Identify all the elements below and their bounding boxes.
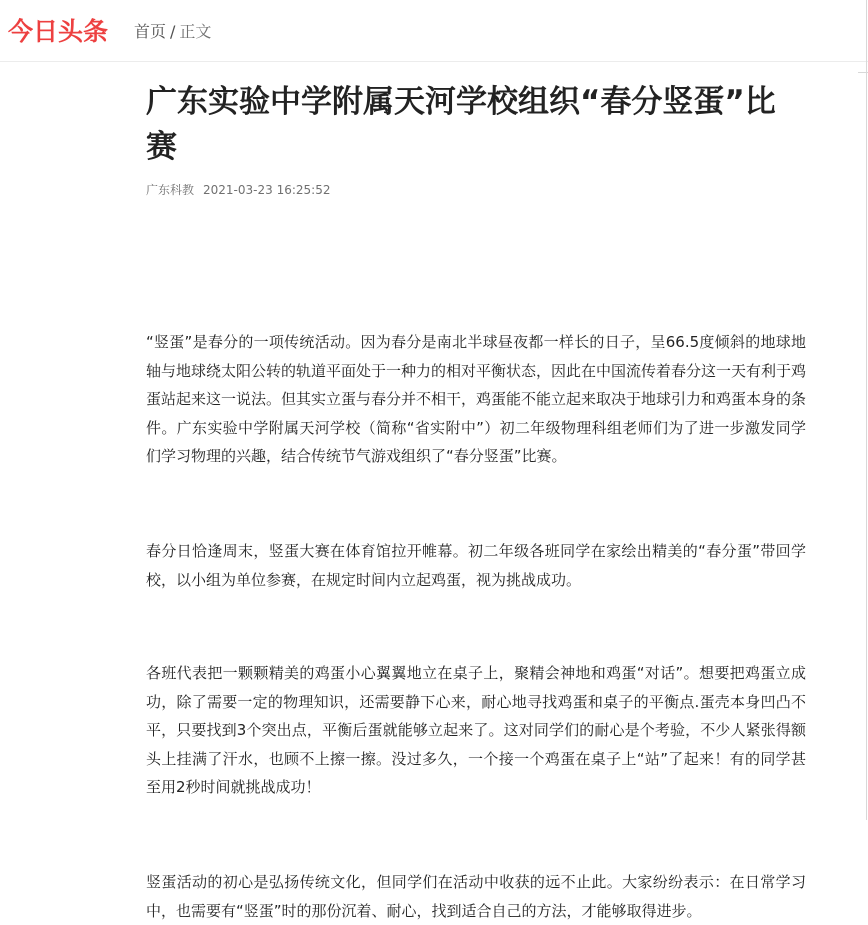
article-paragraph-2: 春分日恰逢周末，竖蛋大赛在体育馆拉开帷幕。初二年级各班同学在家绘出精美的“春分蛋”带回学校，以小组为单位参赛，在规定时间内立起鸡蛋，视为挑战成功。 <box>146 542 806 589</box>
article-paragraph-4: 竖蛋活动的初心是弘扬传统文化，但同学们在活动中收获的远不止此。大家纷纷表示：在日常学习中，也需要有“竖蛋”时的那份沉着、耐心，找到适合自己的方法，才能够取得进步。 <box>146 873 806 920</box>
article-paragraph-3: 各班代表把一颗颗精美的鸡蛋小心翼翼地立在桌子上，聚精会神地和鸡蛋“对话”。想要把鸡蛋立成功，除了需要一定的物理知识，还需要静下心来，耐心地寻找鸡蛋和桌子的平衡点.蛋壳本身凹凸不平，只要找到3个突出点，平衡后蛋就能够立起来了。这对同学们的耐心是个考验，不少人紧张得额头上挂满了汗水，也顾不上擦一擦。没过多久，一个接一个鸡蛋在桌子上“站”了起来！有的同学甚至用2秒时间就挑战成功！ <box>146 664 806 796</box>
article-title: 广东实验中学附属天河学校组织“春分竖蛋”比赛 <box>146 84 776 165</box>
article-source[interactable]: 广东科教 <box>146 183 195 197</box>
top-navigation-bar <box>0 0 868 62</box>
article-meta <box>146 182 806 198</box>
article-paragraph-1: “竖蛋”是春分的一项传统活动。因为春分是南北半球昼夜都一样长的日子，呈66.5度倾斜的地球地轴与地球绕太阳公转的轨道平面处于一种力的相对平衡状态，因此在中国流传着春分这一天有利于鸡蛋站起来这一说法。但其实立蛋与春分并不相干，鸡蛋能不能立起来取决于地球引力和鸡蛋本身的条件。广东实验中学附属天河学校（简称“省实附中”）初二年级物理科组老师们为了进一步激发同学们学习物理的兴趣，结合传统节气游戏组织了“春分竖蛋”比赛。 <box>146 333 807 465</box>
page-right-tick <box>858 72 868 73</box>
breadcrumb <box>134 21 211 43</box>
page-right-divider <box>866 0 867 820</box>
article-body <box>146 80 807 920</box>
toutiao-logo[interactable]: 今日头条 <box>8 17 109 46</box>
breadcrumb-home-link[interactable]: 首页 <box>134 22 167 41</box>
breadcrumb-separator: / <box>170 22 176 41</box>
article-datetime: 2021-03-23 16:25:52 <box>203 183 331 197</box>
breadcrumb-current: 正文 <box>179 22 212 41</box>
